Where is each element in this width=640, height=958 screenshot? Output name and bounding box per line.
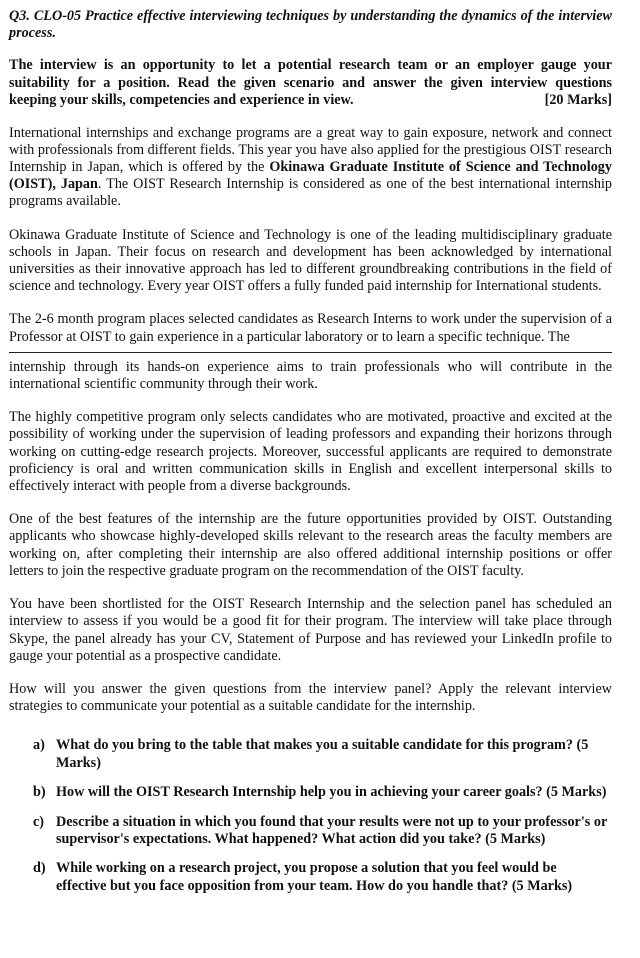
question-text: Describe a situation in which you found that your results were not up to your professor's or supervisor's expectations. What happened? What action did you take? (5 Marks) [56,813,607,847]
paragraph-future-opportunities: One of the best features of the internship are the future opportunities provided by OIST. Outstanding applicants who showcase highly-developed skills relevant to the research areas the faculty members are working on, after completing their internship are also offered additional internship positions or offer letters to join the respective graduate program on the recommendation of the OIST faculty. [9,511,612,579]
question-item [9,784,608,801]
question-letter: d) [33,860,46,877]
question-heading: Q3. CLO-05 Practice effective interviewing techniques by understanding the dynamics of the interview process. [9,8,612,42]
question-text: While working on a research project, you propose a solution that you feel would be effective but you face opposition from your team. How do you handle that? (5 Marks) [56,860,573,894]
question-letter: a) [33,737,45,754]
paragraph-shortlisted: You have been shortlisted for the OIST Research Internship and the selection panel has scheduled an interview to assess if you would be a good fit for their program. The interview will take place through Skype, the panel already has your CV, Statement of Purpose and has reviewed your LinkedIn profile to gauge your potential as a prospective candidate. [9,596,612,664]
page-break-line [9,352,612,353]
paragraph-internships-intro: International internships and exchange programs are a great way to gain exposure, network and connect with professionals from different fields. This year you have also applied for the prestigious OIST research Internship in Japan, which is offered by the [9,124,612,176]
instructions-last-line [9,92,612,109]
paragraph-program-part-1: The 2-6 month program places selected candidates as Research Interns to work under the supervision of a Professor at OIST to gain experience in a particular laboratory or to learn a specific technique. The [9,311,612,345]
document-page [9,8,612,907]
question-item [9,860,608,895]
paragraph-internships-rest: . The OIST Research Internship is considered as one of the best international internship programs available. [9,176,612,210]
question-item [9,814,608,849]
institution-name: Okinawa Graduate Institute of Science and Technology (OIST), Japan [9,159,612,193]
question-text: What do you bring to the table that makes you a suitable candidate for this program? (5 Marks) [56,737,589,771]
paragraph-selection-criteria: The highly competitive program only selects candidates who are motivated, proactive and excited at the possibility of working under the supervision of leading professors and expanding their horizons through working on cutting-edge research projects. Moreover, successful applicants are required to demonstrate proficiency is oral and written communication skills in English and excellent interpersonal skills to effectively interact with people from a diverse backgrounds. [9,409,612,495]
interview-questions-list [9,737,612,895]
total-marks: [20 Marks] [544,92,612,109]
question-letter: c) [33,813,45,830]
question-text: How will the OIST Research Internship help you in achieving your career goals? (5 Marks) [56,784,607,801]
question-letter: b) [33,784,46,801]
paragraph-program-part-2: internship through its hands-on experience aims to train professionals who will contribute in the international scientific community through their work. [9,358,612,393]
question-item [9,737,608,772]
paragraph-oist-overview: Okinawa Graduate Institute of Science and Technology is one of the leading multidisciplinary graduate schools in Japan. Their focus on research and development has been acknowledged by international universities as their innovative approach has led to different groundbreaking contributions in the field of science and technology. Every year OIST offers a fully funded paid internship for International students. [9,226,612,295]
paragraph-task-prompt: How will you answer the given questions from the interview panel? Apply the relevant interview strategies to communicate your potential as a suitable candidate for the internship. [9,680,612,715]
instructions-block [9,57,612,109]
instructions-text: The interview is an opportunity to let a potential research team or an employer gauge your suitability for a position. Read the given scenario and answer the given interview questions [9,57,612,91]
paragraph-internships [9,125,612,211]
instructions-closing: keeping your skills, competencies and experience in view. [9,92,354,109]
